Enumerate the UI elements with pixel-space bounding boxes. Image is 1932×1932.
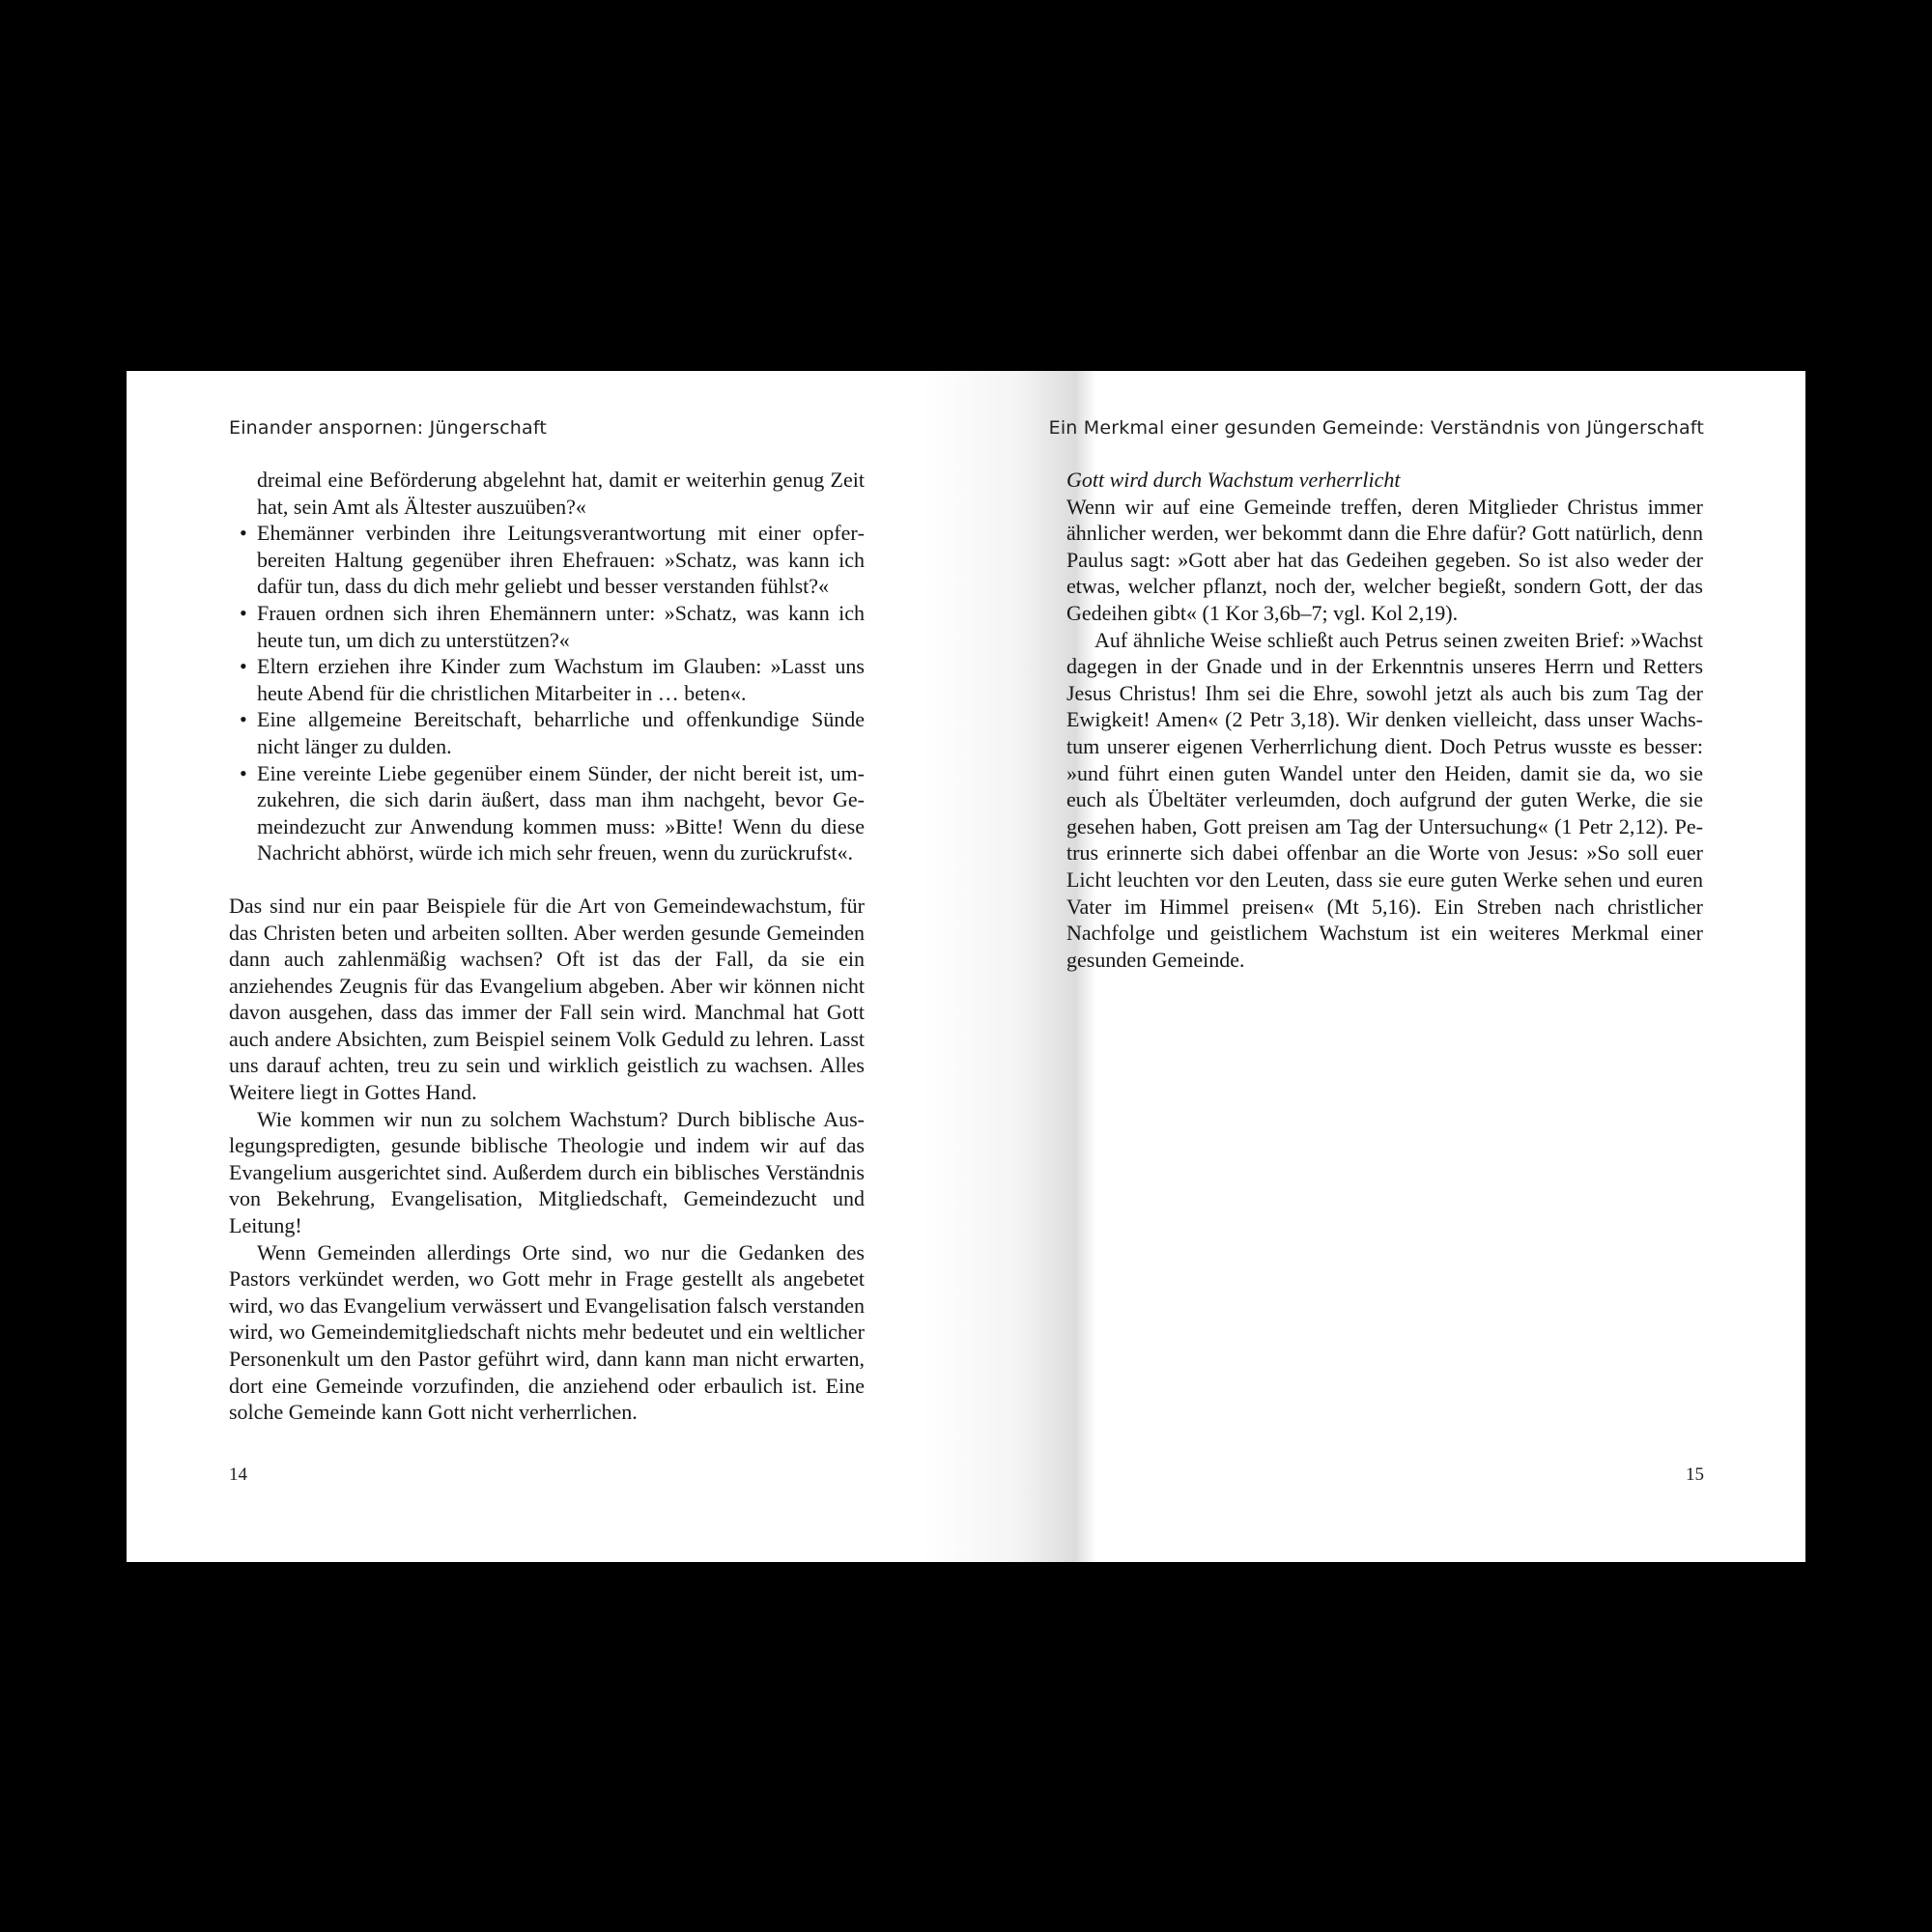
- bullet-icon: •: [240, 654, 247, 679]
- running-head: Einander anspornen: Jüngerschaft: [229, 417, 548, 439]
- section-subheading: Gott wird durch Wachstum verherrlicht: [1066, 468, 1401, 492]
- bullet-item: • Ehemänner verbinden ihre Leitungsverantwortung mit einer opferbereiten Haltung gegenüber ihren Ehefrauen: »Schatz, was kann ich dafür tun, dass du dich mehr geliebt und besser verstanden fühlst?«: [240, 521, 865, 599]
- running-head: Ein Merkmal einer gesunden Gemeinde: Verständnis von Jüngerschaft: [1048, 417, 1704, 439]
- right-page: [965, 371, 1805, 1562]
- bullet-icon: •: [240, 600, 247, 625]
- page-body: [229, 467, 865, 1426]
- paragraph: Wie kommen wir nun zu solchem Wachstum? Durch biblische Auslegungspredigten, gesunde biblische Theologie und indem wir auf das Evangelium ausgerichtet sind. Außerdem durch ein biblisches Verständnis von Bekehrung, Evangelisation, Mitgliedschaft, Gemeindezucht und Leitung!: [229, 1106, 865, 1238]
- paragraph: Wenn Gemeinden allerdings Orte sind, wo nur die Gedanken des Pastors verkündet werden, wo Gott mehr in Frage gestellt als angebetet wird, wo das Evangelium verwässert und Evangelisation falsch verstanden wird, wo Gemeindemitgliedschaft nichts mehr bedeutet und ein weltlicher Personenkult um den Pastor geführt wird, dann kann man nicht erwarten, dort eine Gemeinde vorzufinden, die anziehend oder erbaulich ist. Eine solche Gemeinde kann Gott nicht verherrlichen.: [229, 1239, 865, 1425]
- book-spread: [127, 371, 1805, 1562]
- paragraph: Das sind nur ein paar Beispiele für die Art von Gemeindewachstum, für das Christen beten und arbeiten sollten. Aber werden gesunde Gemeinden dann auch zahlenmäßig wachsen? Oft ist das der Fall, da sie ein anziehendes Zeugnis für das Evangelium abgeben. Aber wir können nicht davon ausgehen, dass das immer der Fall sein wird. Manchmal hat Gott auch andere Absichten, zum Beispiel seinem Volk Geduld zu lehren. Lasst uns darauf achten, treu zu sein und wirklich geistlich zu wachsen. Alles Weitere liegt in Gottes Hand.: [229, 893, 865, 1105]
- bullet-item: • Frauen ordnen sich ihren Ehemännern unter: »Schatz, was kann ich heute tun, um dich zu unterstützen?«: [240, 600, 865, 652]
- bullet-item: • Eine vereinte Liebe gegenüber einem Sünder, der nicht bereit ist, umzukehren, die sich darin äußert, dass man ihm nachgeht, bevor Gemeindezucht zur Anwendung kommen muss: »Bitte! Wenn du diese Nachricht abhörst, würde ich mich sehr freuen, wenn du zurückrufst«.: [240, 760, 865, 866]
- paragraph: Auf ähnliche Weise schließt auch Petrus seinen zweiten Brief: »Wachst dagegen in der Gnade und in der Erkenntnis unseres Herrn und Retters Jesus Christus! Ihm sei die Ehre, sowohl jetzt als auch bis zum Tag der Ewigkeit! Amen« (2 Petr 3,18). Wir denken vielleicht, dass unser Wachstum unserer eigenen Verherrlichung dient. Doch Petrus wusste es besser: »und führt einen guten Wandel unter den Heiden, damit sie da, wo sie euch als Übeltäter verleumden, doch aufgrund der guten Werke, die sie gesehen haben, Gott preisen am Tag der Untersuchung« (1 Petr 2,12). Petrus erinnerte sich dabei offenbar an die Worte von Jesus: »So soll euer Licht leuchten vor den Leuten, dass sie eure guten Werke sehen und euren Vater im Himmel preisen« (Mt 5,16). Ein Streben nach christlicher Nachfolge und geistlichem Wachstum ist ein weiteres Merkmal einer gesunden Gemeinde.: [1066, 627, 1703, 972]
- page-number: 15: [1686, 1464, 1704, 1485]
- bullet-icon: •: [240, 521, 247, 546]
- bullet-item: • Eine allgemeine Bereitschaft, beharrliche und offenkundige Sünde nicht länger zu dulden.: [240, 707, 865, 758]
- bullet-icon: •: [240, 760, 247, 785]
- paragraph: Wenn wir auf eine Gemeinde treffen, deren Mitglieder Christus immer ähnlicher werden, wer bekommt dann die Ehre dafür? Gott natürlich, denn Paulus sagt: »Gott aber hat das Gedeihen gegeben. So ist also weder der etwas, welcher pflanzt, noch der, welcher begießt, sondern Gott, der das Gedeihen gibt« (1 Kor 3,6b–7; vgl. Kol 2,19).: [1066, 494, 1703, 625]
- bullet-icon: •: [240, 707, 247, 732]
- left-page: [127, 371, 965, 1562]
- page-body: [1066, 467, 1703, 973]
- page-number: 14: [229, 1464, 247, 1485]
- bullet-list: [229, 520, 865, 867]
- bullet-continuation: dreimal eine Beförderung abgelehnt hat, damit er weiterhin genug Zeit hat, sein Amt als Ältester auszuüben?«: [257, 468, 865, 519]
- bullet-item: • Eltern erziehen ihre Kinder zum Wachstum im Glauben: »Lasst uns heute Abend für die christlichen Mitarbeiter in … beten«.: [240, 654, 865, 705]
